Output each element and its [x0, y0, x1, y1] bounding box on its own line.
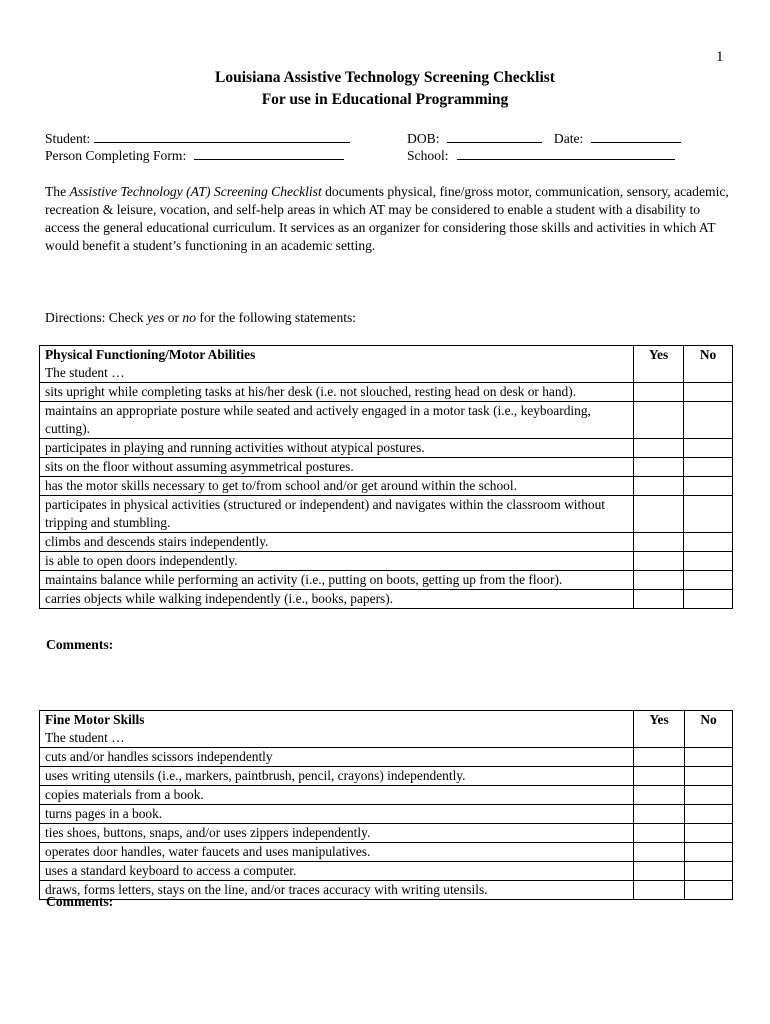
yes-checkbox[interactable]: [634, 477, 684, 496]
table-row: [40, 552, 733, 571]
page-number: 1: [716, 49, 724, 65]
yes-checkbox[interactable]: [634, 786, 685, 805]
section-subheading: The student …: [45, 365, 125, 380]
no-checkbox[interactable]: [684, 571, 733, 590]
yes-checkbox[interactable]: [634, 843, 685, 862]
yes-checkbox[interactable]: [634, 862, 685, 881]
dob-label: DOB:: [407, 131, 440, 146]
comments-label: Comments:: [46, 894, 114, 909]
table-row: [40, 458, 733, 477]
table-row: [40, 477, 733, 496]
item-text: maintains an appropriate posture while seated and actively engaged in a motor task (i.e., keyboarding, cutting).: [40, 402, 634, 439]
no-checkbox[interactable]: [685, 881, 733, 900]
school-line[interactable]: [457, 148, 675, 160]
no-checkbox[interactable]: [684, 590, 733, 609]
directions-or: or: [164, 310, 183, 325]
section-subheading: The student …: [45, 730, 125, 745]
item-text: cuts and/or handles scissors independently: [40, 748, 634, 767]
no-checkbox[interactable]: [685, 767, 733, 786]
yes-checkbox[interactable]: [634, 767, 685, 786]
yes-checkbox[interactable]: [634, 805, 685, 824]
table-row: [40, 767, 733, 786]
table-row: [40, 786, 733, 805]
dob-field[interactable]: [407, 131, 681, 147]
section-header-row: [40, 711, 733, 748]
no-checkbox[interactable]: [684, 458, 733, 477]
table-row: [40, 383, 733, 402]
page-title: Louisiana Assistive Technology Screening Checklist: [215, 69, 555, 86]
comments-label: Comments:: [46, 637, 114, 652]
school-field[interactable]: [407, 148, 675, 164]
yes-checkbox[interactable]: [634, 824, 685, 843]
student-field[interactable]: [45, 131, 350, 147]
no-checkbox[interactable]: [684, 477, 733, 496]
table-row: [40, 590, 733, 609]
item-text: sits upright while completing tasks at his/her desk (i.e. not slouched, resting head on desk or hand).: [40, 383, 634, 402]
dob-line[interactable]: [447, 131, 542, 143]
yes-checkbox[interactable]: [634, 533, 684, 552]
yes-checkbox[interactable]: [634, 383, 684, 402]
yes-checkbox[interactable]: [634, 881, 685, 900]
intro-part2: documents physical, fine/gross motor, communication, sensory, academic, recreation & leisure, vocation, and self-help areas in which AT may be considered to enable a student with a disability to access the general educational curriculum. It services as an organizer for considering those skills and activities in which AT would benefit a student’s functioning in an academic setting.: [45, 184, 729, 253]
no-checkbox[interactable]: [684, 533, 733, 552]
item-text: sits on the floor without assuming asymmetrical postures.: [40, 458, 634, 477]
no-checkbox[interactable]: [685, 824, 733, 843]
yes-checkbox[interactable]: [634, 439, 684, 458]
section-header: [40, 711, 634, 748]
directions: [45, 310, 356, 326]
person-label: Person Completing Form:: [45, 148, 187, 163]
no-checkbox[interactable]: [684, 439, 733, 458]
table-row: [40, 533, 733, 552]
no-checkbox[interactable]: [685, 786, 733, 805]
item-text: copies materials from a book.: [40, 786, 634, 805]
no-checkbox[interactable]: [685, 748, 733, 767]
yes-checkbox[interactable]: [634, 590, 684, 609]
no-checkbox[interactable]: [684, 496, 733, 533]
no-checkbox[interactable]: [684, 402, 733, 439]
item-text: is able to open doors independently.: [40, 552, 634, 571]
school-label: School:: [407, 148, 449, 163]
table-row: [40, 496, 733, 533]
yes-column-header: Yes: [634, 346, 684, 383]
directions-no: no: [182, 310, 197, 325]
yes-checkbox[interactable]: [634, 748, 685, 767]
table-row: [40, 805, 733, 824]
date-label: Date:: [553, 131, 584, 146]
person-field[interactable]: [45, 148, 344, 164]
yes-checkbox[interactable]: [634, 571, 684, 590]
fine-motor-table: [39, 710, 733, 900]
item-text: draws, forms letters, stays on the line, and/or traces accuracy with writing utensils.: [40, 881, 634, 900]
item-text: uses a standard keyboard to access a computer.: [40, 862, 634, 881]
table-row: [40, 748, 733, 767]
item-text: has the motor skills necessary to get to/from school and/or get around within the school.: [40, 477, 634, 496]
no-checkbox[interactable]: [685, 862, 733, 881]
intro-paragraph: [45, 183, 735, 255]
section-heading: Physical Functioning/Motor Abilities: [45, 347, 256, 362]
item-text: turns pages in a book.: [40, 805, 634, 824]
physical-functioning-table: [39, 345, 733, 609]
date-line[interactable]: [591, 131, 681, 143]
item-text: uses writing utensils (i.e., markers, paintbrush, pencil, crayons) independently.: [40, 767, 634, 786]
table-row: [40, 862, 733, 881]
item-text: participates in playing and running activities without atypical postures.: [40, 439, 634, 458]
no-checkbox[interactable]: [684, 383, 733, 402]
yes-column-header: Yes: [634, 711, 685, 748]
directions-yes: yes: [146, 310, 165, 325]
student-line[interactable]: [94, 131, 350, 143]
table-row: [40, 402, 733, 439]
item-text: climbs and descends stairs independently.: [40, 533, 634, 552]
page-subtitle: For use in Educational Programming: [261, 91, 509, 108]
yes-checkbox[interactable]: [634, 552, 684, 571]
intro-italic: Assistive Technology (AT) Screening Checklist: [69, 184, 322, 199]
no-checkbox[interactable]: [685, 843, 733, 862]
section-header: [40, 346, 634, 383]
table-row: [40, 439, 733, 458]
intro-part1: The: [45, 184, 70, 199]
item-text: carries objects while walking independently (i.e., books, papers).: [40, 590, 634, 609]
table-row: [40, 571, 733, 590]
person-line[interactable]: [194, 148, 344, 160]
table-row: [40, 881, 733, 900]
section-header-row: [40, 346, 733, 383]
item-text: ties shoes, buttons, snaps, and/or uses zippers independently.: [40, 824, 634, 843]
directions-prefix: Directions: Check: [45, 310, 147, 325]
table-row: [40, 824, 733, 843]
item-text: operates door handles, water faucets and uses manipulatives.: [40, 843, 634, 862]
no-column-header: No: [684, 346, 733, 383]
table-row: [40, 843, 733, 862]
directions-suffix: for the following statements:: [196, 310, 357, 325]
yes-checkbox[interactable]: [634, 458, 684, 477]
item-text: maintains balance while performing an activity (i.e., putting on boots, getting up from the floor).: [40, 571, 634, 590]
section-heading: Fine Motor Skills: [45, 712, 145, 727]
yes-checkbox[interactable]: [634, 496, 684, 533]
no-checkbox[interactable]: [684, 552, 733, 571]
item-text: participates in physical activities (structured or independent) and navigates within the classroom without tripping and stumbling.: [40, 496, 634, 533]
no-column-header: No: [685, 711, 733, 748]
yes-checkbox[interactable]: [634, 402, 684, 439]
student-label: Student:: [45, 131, 91, 146]
no-checkbox[interactable]: [685, 805, 733, 824]
